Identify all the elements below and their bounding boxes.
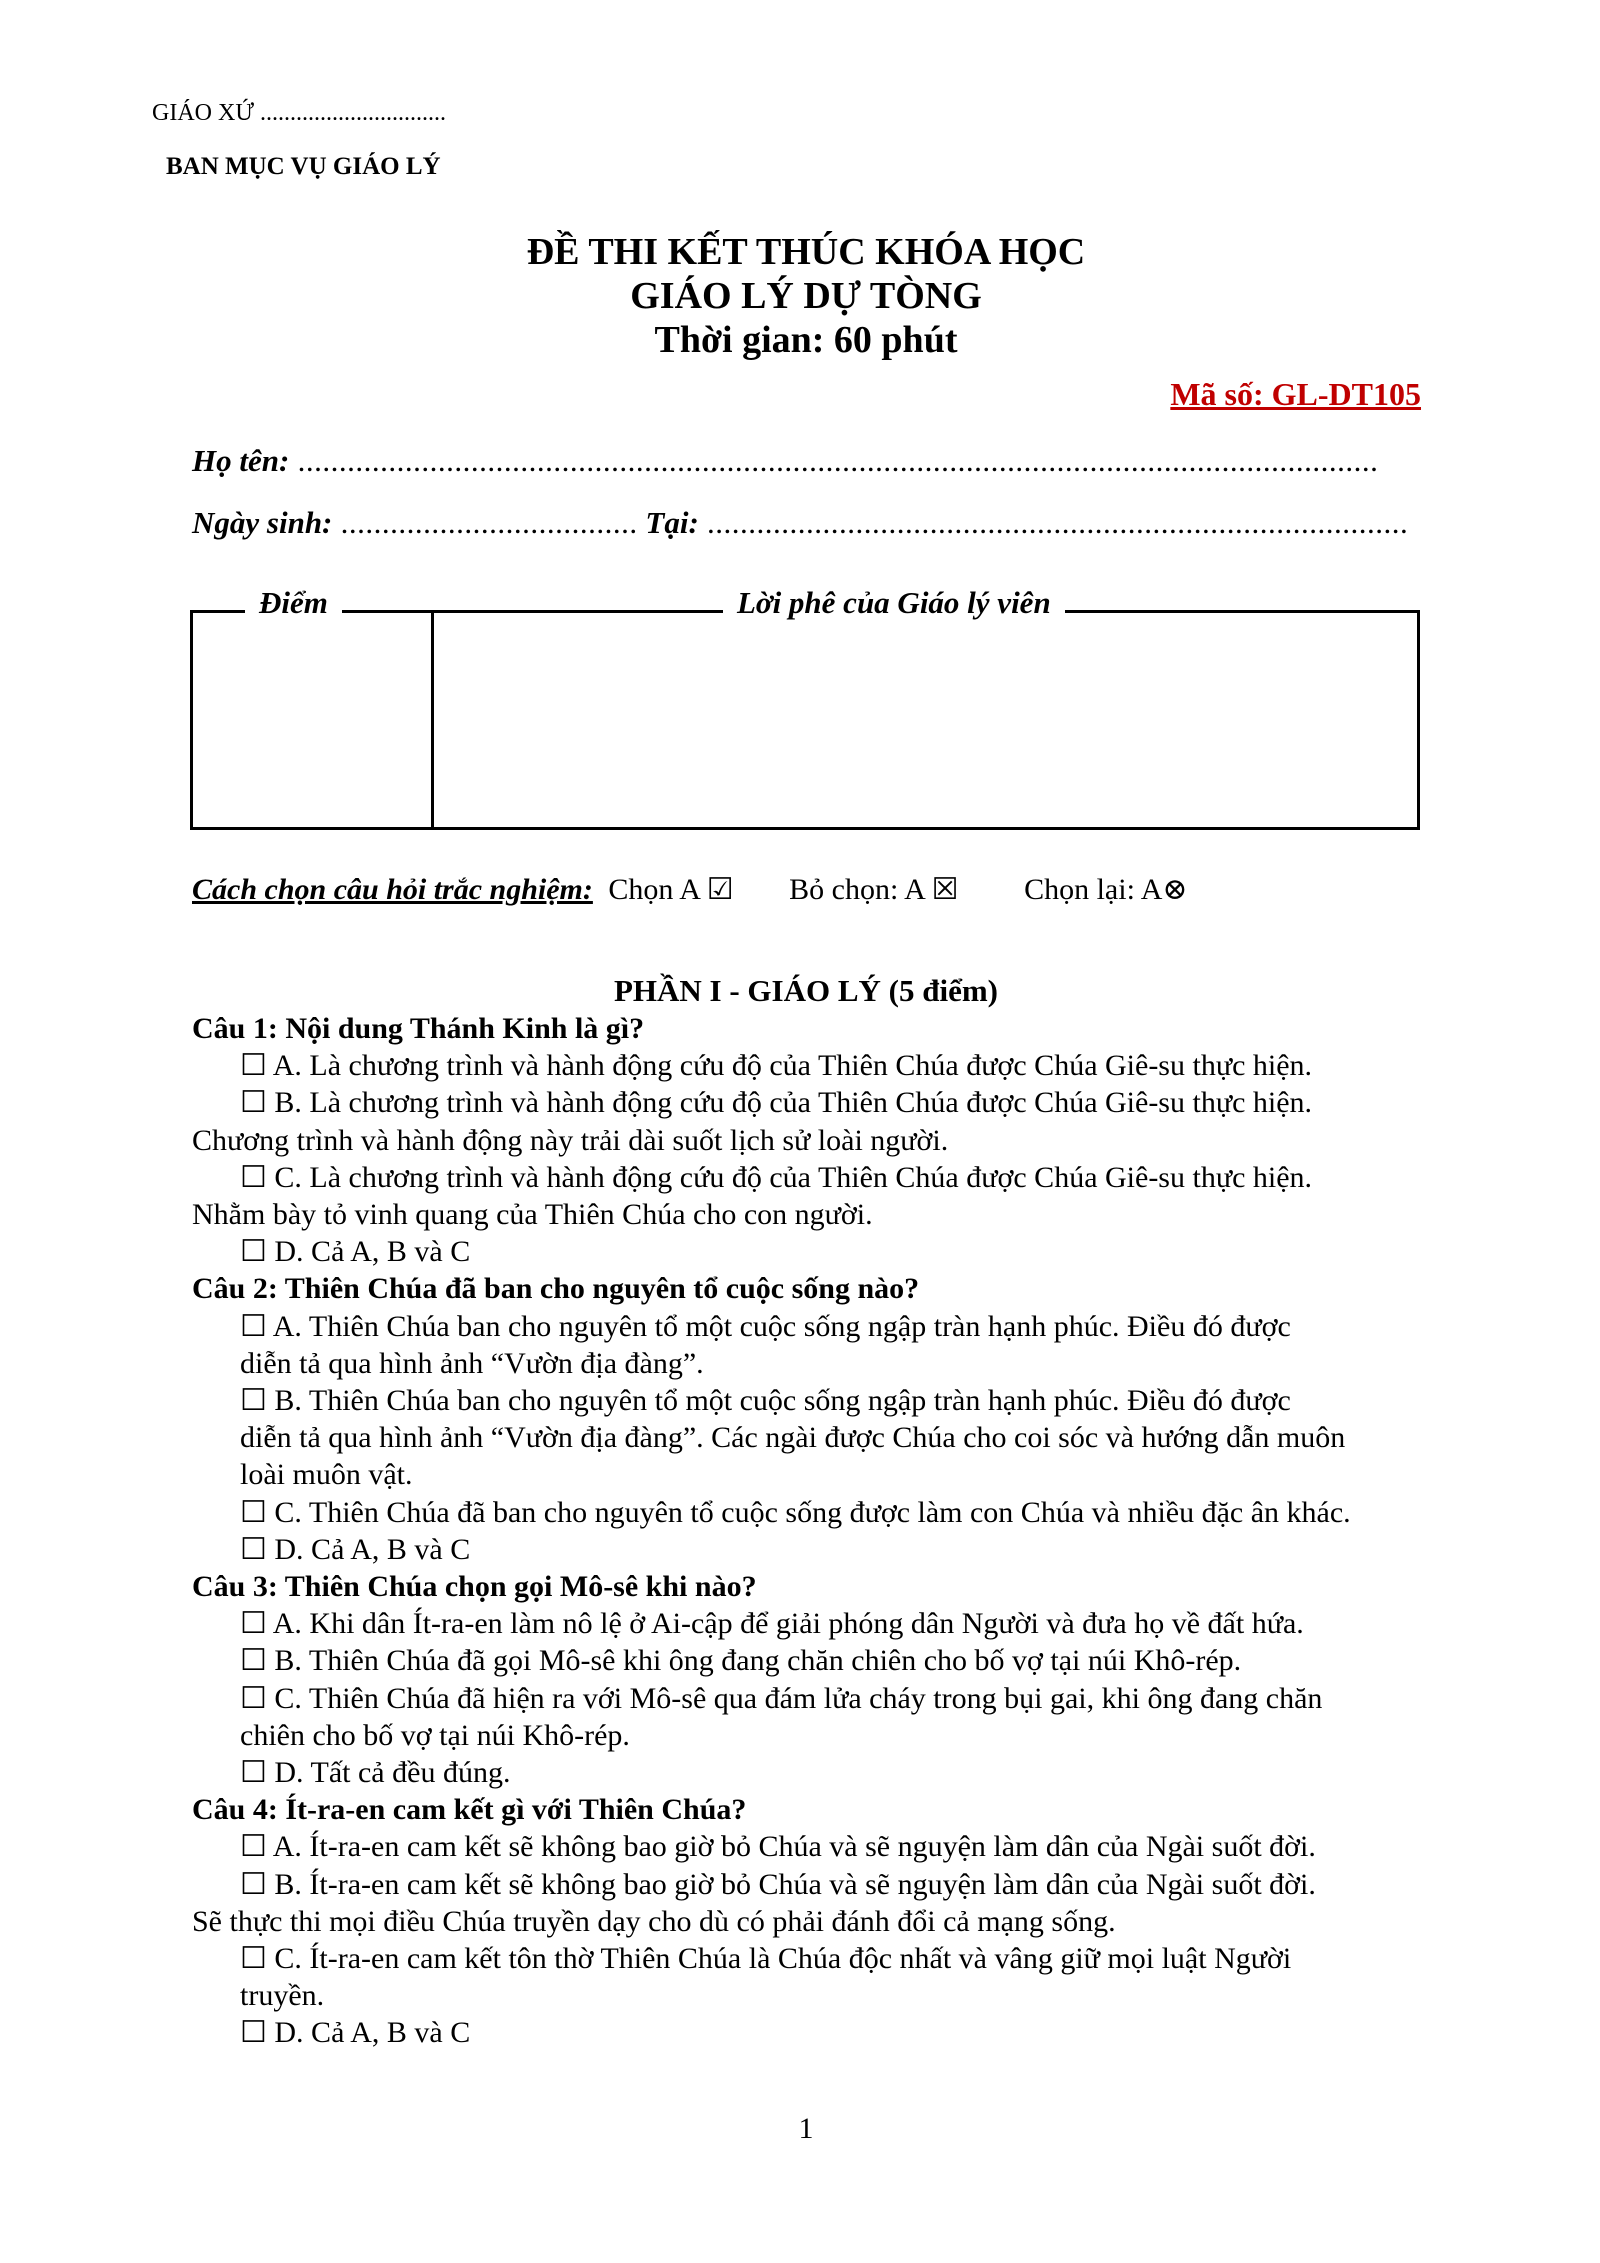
- name-label: Họ tên:: [192, 443, 290, 478]
- question-text: Câu 3: Thiên Chúa chọn gọi Mô-sê khi nào?: [192, 1570, 757, 1604]
- exam-title: ĐỀ THI KẾT THÚC KHÓA HỌC: [526, 231, 1086, 273]
- score-label: Điểm: [245, 585, 342, 621]
- answer-instructions: [192, 872, 1188, 907]
- question-1: [192, 1010, 1420, 1270]
- option[interactable]: ☐ A. Khi dân Ít-ra-en làm nô lệ ở Ai-cập để giải phóng dân Người và đưa họ về đất hứa.: [240, 1607, 1304, 1641]
- parish-line: GIÁO XỨ ...............................: [152, 100, 446, 126]
- question-list: [192, 1010, 1420, 2052]
- option[interactable]: ☐ D. Cả A, B và C: [240, 1532, 471, 1566]
- instruction-unchoose: Bỏ chọn: A ☒: [789, 873, 959, 906]
- option[interactable]: ☐ A. Thiên Chúa ban cho nguyên tổ một cuộc sống ngập tràn hạnh phúc. Điều đó được diễn tả qua hình ảnh “Vườn địa đàng”.: [240, 1309, 1291, 1380]
- exam-code: Mã số: GL-DT105: [1170, 376, 1421, 412]
- dob-field[interactable]: ....................................: [332, 505, 638, 540]
- page-number: 1: [798, 2112, 814, 2145]
- question-4: [192, 1791, 1420, 2051]
- exam-duration: Thời gian: 60 phút: [654, 319, 958, 361]
- instruction-rechoose: Chọn lại: A⊗: [1024, 873, 1188, 906]
- course-title: GIÁO LÝ DỰ TÒNG: [630, 275, 982, 317]
- option[interactable]: ☐ D. Tất cả đều đúng.: [240, 1756, 511, 1790]
- option[interactable]: ☐ B. Thiên Chúa đã gọi Mô-sê khi ông đang chăn chiên cho bố vợ tại núi Khô-rép.: [240, 1644, 1242, 1678]
- question-3: [192, 1568, 1420, 1791]
- option[interactable]: ☐ B. Là chương trình và hành động cứu độ của Thiên Chúa được Chúa Giê-su thực hiện. Chương trình và hành động này trải dài suốt lịch sử loài người.: [192, 1086, 1313, 1157]
- place-label: Tại:: [645, 505, 699, 540]
- place-field[interactable]: .....................................................................................: [698, 505, 1409, 540]
- option[interactable]: ☐ C. Ít-ra-en cam kết tôn thờ Thiên Chúa là Chúa độc nhất và vâng giữ mọi luật Người truyền.: [240, 1942, 1292, 2013]
- question-text: Câu 4: Ít-ra-en cam kết gì với Thiên Chúa?: [192, 1793, 747, 1827]
- name-field[interactable]: ...................................................................................................................................: [289, 443, 1379, 478]
- option[interactable]: ☐ A. Là chương trình và hành động cứu độ của Thiên Chúa được Chúa Giê-su thực hiện.: [240, 1049, 1313, 1083]
- name-row: [192, 443, 1378, 479]
- comment-label: Lời phê của Giáo lý viên: [723, 585, 1065, 621]
- section-title: PHẦN I - GIÁO LÝ (5 điểm): [613, 973, 999, 1008]
- option[interactable]: ☐ A. Ít-ra-en cam kết sẽ không bao giờ bỏ Chúa và sẽ nguyện làm dân của Ngài suốt đời.: [240, 1830, 1316, 1864]
- option[interactable]: ☐ D. Cả A, B và C: [240, 1235, 471, 1269]
- dob-label: Ngày sinh:: [192, 505, 333, 540]
- question-2: [192, 1270, 1420, 1568]
- instructions-label: Cách chọn câu hỏi trắc nghiệm:: [192, 873, 593, 906]
- department-name: BAN MỤC VỤ GIÁO LÝ: [166, 153, 441, 180]
- option[interactable]: ☐ B. Thiên Chúa ban cho nguyên tổ một cuộc sống ngập tràn hạnh phúc. Điều đó được diễn tả qua hình ảnh “Vườn địa đàng”. Các ngài được Chúa cho coi sóc và hướng dẫn muôn loài muôn vật.: [240, 1384, 1346, 1492]
- grade-box: [190, 585, 1420, 830]
- option[interactable]: ☐ C. Thiên Chúa đã ban cho nguyên tổ cuộc sống được làm con Chúa và nhiều đặc ân khác.: [240, 1495, 1351, 1529]
- option[interactable]: ☐ C. Thiên Chúa đã hiện ra với Mô-sê qua đám lửa cháy trong bụi gai, khi ông đang chăn chiên cho bố vợ tại núi Khô-rép.: [240, 1681, 1323, 1752]
- question-text: Câu 2: Thiên Chúa đã ban cho nguyên tổ cuộc sống nào?: [192, 1272, 920, 1306]
- instruction-choose: Chọn A ☑: [608, 873, 734, 906]
- option[interactable]: ☐ D. Cả A, B và C: [240, 2016, 471, 2050]
- option[interactable]: ☐ C. Là chương trình và hành động cứu độ của Thiên Chúa được Chúa Giê-su thực hiện. Nhằm bày tỏ vinh quang của Thiên Chúa cho con người.: [192, 1160, 1313, 1232]
- dob-row: [192, 505, 1408, 541]
- question-text: Câu 1: Nội dung Thánh Kinh là gì?: [192, 1012, 645, 1045]
- grade-divider: [431, 613, 434, 827]
- option[interactable]: ☐ B. Ít-ra-en cam kết sẽ không bao giờ bỏ Chúa và sẽ nguyện làm dân của Ngài suốt đời. Sẽ thực thi mọi điều Chúa truyền dạy cho dù có phải đánh đổi cả mạng sống.: [192, 1867, 1316, 1938]
